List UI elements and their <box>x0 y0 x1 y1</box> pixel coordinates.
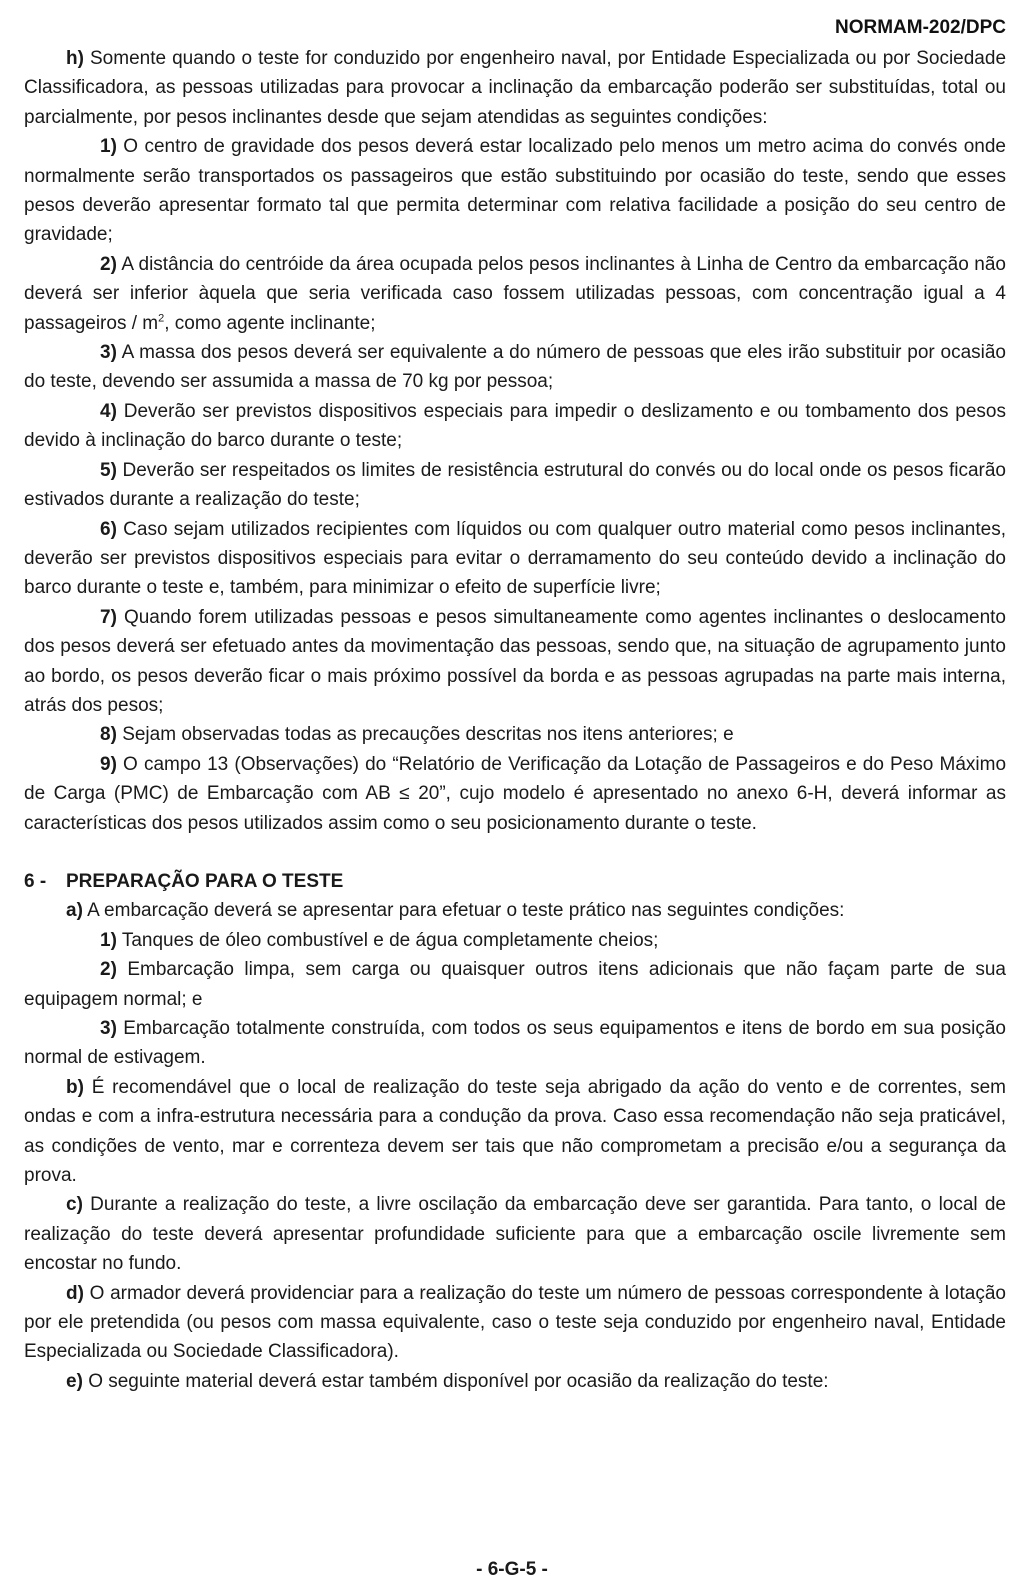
paragraph-c <box>24 1190 1006 1278</box>
item-text: O centro de gravidade dos pesos deverá estar localizado pelo menos um metro acima do convés onde normalmente serão transportados os passageiros que estão substituindo por ocasião do teste, sendo que esses pesos deverão apresentar formato tal que permita determinar com relativa facilidade a posição do seu centro de gravidade; <box>24 136 1006 246</box>
paragraph-h-1 <box>24 132 1006 250</box>
superscript: 2 <box>158 312 165 325</box>
item-text: A distância do centróide da área ocupada pelos pesos inclinantes à Linha de Centro da embarcação não deverá ser inferior àquela que seria verificada caso fossem utilizadas pessoas, com concentração igual a 4 passageiros / m <box>24 253 1006 334</box>
paragraph-b <box>24 1073 1006 1191</box>
item-label: 5) <box>100 459 117 481</box>
item-label: 2) <box>100 959 117 981</box>
paragraph-a-1 <box>24 926 1006 955</box>
paragraph-h-2 <box>24 250 1006 338</box>
item-text: Embarcação limpa, sem carga ou quaisquer outros itens adicionais que não façam parte de sua equipagem normal; e <box>24 959 1006 1010</box>
item-text: Sejam observadas todas as precauções descritas nos itens anteriores; e <box>122 724 734 746</box>
paragraph-h-9 <box>24 750 1006 838</box>
item-label: e) <box>66 1370 83 1392</box>
section-heading <box>24 867 1006 896</box>
item-label: 3) <box>100 1018 117 1039</box>
item-text: Deverão ser respeitados os limites de resistência estrutural do convés ou do local onde os pesos ficarão estivados durante a realização do teste; <box>24 459 1007 511</box>
section-title: PREPARAÇÃO PARA O TESTE <box>66 870 344 892</box>
item-text: Caso sejam utilizados recipientes com líquidos ou com qualquer outro material como pesos inclinantes, deverão ser previstos dispositivos especiais para evitar o derramamento do seu conteúdo devido a inclinação do barco durante o teste e, também, para minimizar o efeito de superfície livre; <box>24 518 1006 599</box>
section-number: 6 - <box>24 870 47 892</box>
item-text: Deverão ser previstos dispositivos especiais para impedir o deslizamento e ou tombamento dos pesos devido à inclinação do barco durante o teste; <box>24 400 1006 452</box>
item-text: Tanques de óleo combustível e de água completamente cheios; <box>121 929 659 951</box>
paragraph-h <box>24 44 1006 132</box>
item-label: 3) <box>100 342 117 364</box>
item-label: 6) <box>100 518 117 540</box>
item-label: 8) <box>100 724 117 746</box>
item-text: Durante a realização do teste, a livre oscilação da embarcação deve ser garantida. Para tanto, o local de realização do teste deverá apresentar profundidade suficiente para que a embarcação oscile livremente sem encostar no fundo. <box>24 1194 1006 1275</box>
item-label: 4) <box>100 400 117 422</box>
item-label: 7) <box>100 606 117 628</box>
paragraph-a-3 <box>24 1014 1006 1073</box>
item-text: Quando forem utilizadas pessoas e pesos simultaneamente como agentes inclinantes o deslocamento dos pesos deverá ser efetuado antes da movimentação das pessoas, sendo que, na situação de agrupamento junto ao bordo, os pesos deverão ficar o mais próximo possível da borda e as pessoas agrupadas na parte mais interna, atrás dos pesos; <box>24 606 1006 716</box>
item-text: A massa dos pesos deverá ser equivalente a do número de pessoas que eles irão substituir por ocasião do teste, devendo ser assumida a massa de 70 kg por pessoa; <box>24 342 1006 393</box>
item-label: b) <box>66 1076 84 1098</box>
paragraph-h-8 <box>24 720 1006 749</box>
paragraph-h-5 <box>24 456 1006 515</box>
item-text: É recomendável que o local de realização do teste seja abrigado da ação do vento e de correntes, sem ondas e com a infra-estrutura necessária para a condução da prova. Caso essa recomendação não seja praticável, as condições de vento, mar e correnteza devem ser tais que não comprometam a precisão e/ou a segurança da prova. <box>24 1076 1006 1187</box>
item-text: O seguinte material deverá estar também disponível por ocasião da realização do teste: <box>88 1370 829 1392</box>
paragraph-h-6 <box>24 515 1006 603</box>
item-label: 1) <box>100 929 117 951</box>
item-text: O armador deverá providenciar para a realização do teste um número de pessoas correspondente à lotação por ele pretendida (ou pesos com massa equivalente, caso o teste seja conduzido por engenheiro naval, Entidade Especializada ou Sociedade Classificadora). <box>24 1282 1007 1363</box>
spacer <box>24 838 1006 867</box>
item-label: c) <box>66 1194 83 1216</box>
item-label: h) <box>66 48 84 69</box>
document-code: NORMAM-202/DPC <box>834 17 1006 38</box>
item-label: a) <box>66 900 83 922</box>
paragraph-d <box>24 1279 1006 1367</box>
paragraph-a-2 <box>24 955 1006 1014</box>
item-text: A embarcação deverá se apresentar para efetuar o teste prático nas seguintes condições: <box>87 900 845 922</box>
paragraph-a <box>24 896 1006 925</box>
paragraph-h-7 <box>24 603 1006 721</box>
item-text: O campo 13 (Observações) do “Relatório de Verificação da Lotação de Passageiros e do Peso Máximo de Carga (PMC) de Embarcação com AB ≤ 20”, cujo modelo é apresentado no anexo 6-H, deverá informar as características dos pesos utilizados assim como o seu posicionamento durante o teste. <box>24 753 1007 834</box>
item-text: Somente quando o teste for conduzido por engenheiro naval, por Entidade Especializada ou por Sociedade Classificadora, as pessoas utilizadas para provocar a inclinação da embarcação poderão ser substituídas, total ou parcialmente, por pesos inclinantes desde que sejam atendidas as seguintes condições: <box>24 48 1007 128</box>
item-text: Embarcação totalmente construída, com todos os seus equipamentos e itens de bordo em sua posição normal de estivagem. <box>24 1018 1006 1069</box>
paragraph-e <box>24 1367 1006 1396</box>
page-number: - 6-G-5 - <box>476 1559 548 1580</box>
item-label: 1) <box>100 136 117 158</box>
paragraph-h-4 <box>24 397 1006 456</box>
item-text: , como agente inclinante; <box>164 312 376 334</box>
item-label: 9) <box>100 753 117 775</box>
item-label: 2) <box>100 253 117 275</box>
item-label: d) <box>66 1282 84 1304</box>
paragraph-h-3 <box>24 338 1006 397</box>
